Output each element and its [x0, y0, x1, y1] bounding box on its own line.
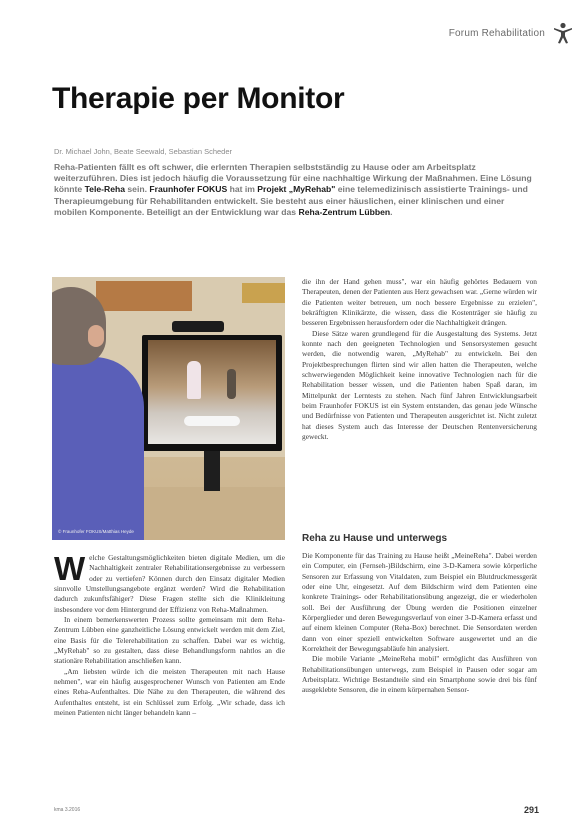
- photo-credit: © Fraunhofer FOKUS/Matthias Heyde: [58, 529, 134, 534]
- lead-text: sein.: [125, 184, 150, 195]
- lead-text: Reha-Patienten fällt es oft schwer, die erlernten Therapien selbstständig zu Hause oder am Arbeitsplatz weiterzuführen. Dies ist jedoch häufig die Voraussetzung für eine nachhaltige Wirkung der Maßnahmen. Eine Lösung könnte: [54, 162, 532, 195]
- header: [449, 22, 573, 44]
- lead-highlight: Projekt „MyRehab": [257, 184, 336, 195]
- person-figure-icon: [553, 22, 573, 44]
- photo-monitor-stand: [204, 451, 220, 491]
- body-paragraph: „Am liebsten würde ich die meisten Therapeuten mit nach Hause nehmen", war ein häufig ausgesprochener Wunsch von Patienten am Ende eines Reha-Aufenthaltes. Die Nähe zu den Therapeuten, die während des Aufenthaltes entsteht, ist ein Schlüssel zum Erfolg. „Wir schade, dass ich meinen Patienten nicht länger behandeln kann –: [54, 666, 285, 718]
- section-label: Forum Rehabilitation: [448, 27, 545, 39]
- photo-person-ear: [88, 325, 104, 347]
- body-text: elche Gestaltungsmöglichkeiten bieten digitale Medien, um die Nachhaltigkeit zentraler Rehabilitationsergebnisse zu verbessern oder zu vertiefen? Können durch den Einsatz digitaler Medien sinnvolle Umstellungsangebote ergänzt werden? Wird die Rehabilitation dadurch zukunftsfähiger? Diese Fragen stellte sich die Klinikleitung insbesondere vor dem Hintergrund der Effizienz von Reha-Maßnahmen.: [54, 553, 285, 614]
- body-paragraph: Die mobile Variante „MeineReha mobil" ermöglicht das Ausführen von Rehabilitationsübungen unterwegs, zum Beispiel in Pausen oder sogar am Arbeitsplatz. Wichtige Bestandteile sind ein Smartphone sowie drei bis fünf ausgeklebte Sensoren, die in einem körpernahen Sensor-: [302, 654, 537, 695]
- authors-line: Dr. Michael John, Beate Seewald, Sebastian Scheder: [54, 147, 233, 156]
- page-number: 291: [523, 805, 539, 815]
- photo-monitor-screen: [148, 340, 276, 444]
- issue-label: kma 3.2016: [54, 807, 81, 813]
- body-column-right-lower: [302, 551, 537, 696]
- lead-highlight: Fraunhofer FOKUS: [149, 184, 228, 195]
- photo-avatar-figure: [227, 369, 236, 399]
- body-paragraph: Die Komponente für das Training zu Hause heißt „MeineReha". Dabei werden ein Computer, ein (Fernseh-)Bildschirm, eine 3-D-Kamera sowie körperliche Sensoren zur Erfassung von Vitaldaten, zum Beispiel ein Blutdruckmessgerät oder eine Uhr, eingesetzt. Auf dem Bildschirm wird dem Patienten eine konkrete Trainings- oder Rehabilitationsübung angezeigt, die er wiederholen soll. Bei der Ausführung der Übung werden die Positionen einzelner Körperglieder und deren Bewegungsverlauf von einer 3-D-Kamera erfasst und auf einem kleinen Computer (Reha-Box) berechnet. Die Sensordaten werden dann von einer speziell entwickelten Software ausgewertet und an die Korrektheit der Bewegungsabläufe hin analysiert.: [302, 551, 537, 654]
- lead-text: hat im: [227, 184, 258, 195]
- photo-poster: [96, 281, 192, 311]
- lead-highlight: Reha-Zentrum Lübben: [298, 206, 391, 217]
- lead-highlight: Tele-Reha: [84, 184, 125, 195]
- lead-text: .: [390, 206, 393, 217]
- lead-paragraph: [54, 162, 536, 218]
- body-paragraph: die ihn der Hand gehen muss", war ein häufig gehörtes Bedauern von Therapeuten, denen der Patienten aus Herz gewachsen war. „Gerne würden wir die Patienten weiter betreuen, um noch bessere Ergebnisse zu erzielen", bekräftigten Klinikärzte, die wissen, dass die Kostenträger sie häufig zu besseren Ergebnissen herausfordern oder die Nachhaltigkeit drängen.: [302, 277, 537, 328]
- drop-cap: W: [54, 550, 86, 587]
- photo-avatar-figure: [187, 361, 201, 399]
- photo-poster: [242, 283, 285, 303]
- article-photo: [52, 277, 285, 540]
- photo-screen-ui-bar: [184, 416, 240, 426]
- section-subheading: Reha zu Hause und unterwegs: [302, 533, 448, 544]
- photo-3d-camera: [172, 321, 224, 332]
- body-paragraph: Diese Sätze waren grundlegend für die Ausgestaltung des Systems. Jetzt konnte nach den geeigneten Technologien und Sensorsystemen gesucht werden, die notwendig waren, „MyRehab" zu entwickeln. Bei den Projektbesprechungen flirten sind wir allen hatten die Therapeuten, welche schwerwiegenden Möglichkeit keine innovative Technologien nach für die Rehabilitation besser wissen, und die Patienten haben Spaß daran, im Mittelpunkt der Lerntests zu stehen. Nach fünf Jahren Entwicklungsarbeit beim Fraunhofer FOKUS ist ein System entstanden, das genau jede Wünsche und Bedürfnisse von Patienten und Therapeuten ausgerichtet ist. Nicht zuletzt hat dieses System auch das Interesse der Deutschen Rentenversicherung geweckt.: [302, 328, 537, 442]
- body-column-right: [302, 277, 537, 443]
- lead-text: eine telemedizinisch assistierte Trainings- und Therapieumgebung für Rehabilitanden entwickelt. Sie besteht aus einer häuslichen, einer klinischen und einer mobilen Komponente. Beteiligt an der Entwicklung war das: [54, 184, 528, 217]
- body-paragraph: [54, 550, 285, 615]
- photo-person-body: [52, 357, 144, 540]
- article-title: Therapie per Monitor: [52, 82, 345, 115]
- body-paragraph: In einem bemerkenswerten Prozess sollte gemeinsam mit dem Reha-Zentrum Lübben eine ganzheitliche Lösung entwickelt werden mit dem Ziel, eine Basis für die Telerehabilitation zu schaffen. Dabei war es wichtig, „MyRehab" so zu gestalten, dass diese Behandlungsform nahtlos an die stationäre Rehabilitation anschließen kann.: [54, 615, 285, 666]
- body-column-left: [54, 550, 285, 719]
